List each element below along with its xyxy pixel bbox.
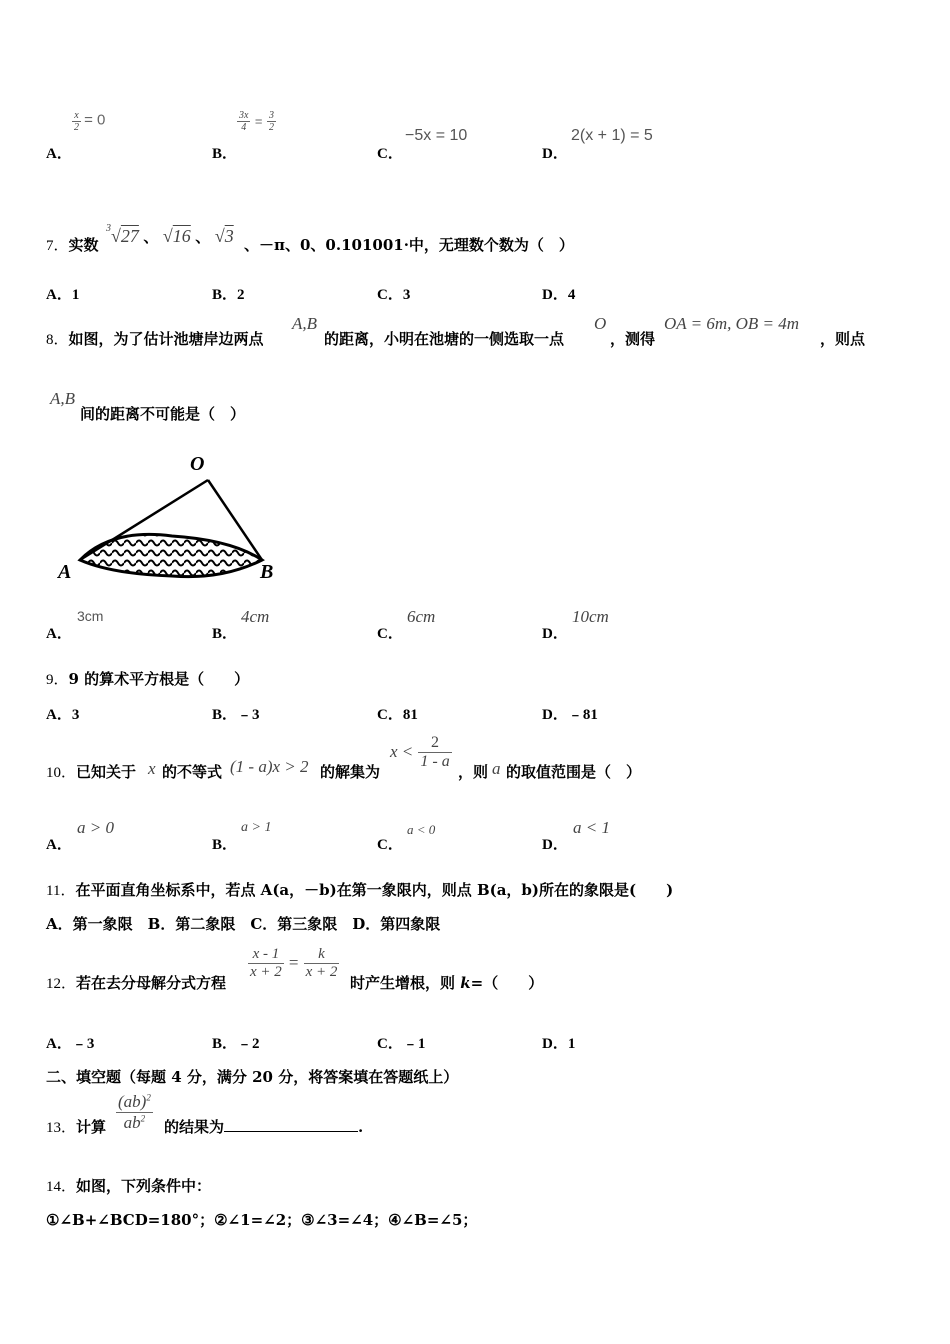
q14-conditions: ①∠B+∠BCD=180°；②∠1=∠2；③∠3=∠4；④∠B=∠5；	[46, 1211, 478, 1229]
q12-option-a: A．﹣3	[46, 1036, 95, 1052]
question-11: 11．在平面直角坐标系中，若点 A(a，－b)在第一象限内，则点 B(a，b)所在的象限是( )	[46, 881, 674, 899]
q8-ab: A,B	[292, 314, 318, 333]
q10-x: x	[148, 759, 156, 778]
question-number: 13．	[46, 1120, 77, 1136]
q9-option-b: B．﹣3	[212, 707, 260, 723]
q7-option-b: B．2	[212, 287, 245, 303]
q10-option-c: C．	[377, 837, 403, 853]
question-7: 7．实数	[46, 236, 99, 254]
q8-o: O	[594, 314, 607, 333]
question-10: 10．已知关于	[46, 763, 137, 781]
question-number: 10．	[46, 765, 77, 781]
label-o: O	[190, 453, 205, 475]
q8-text5: 间的距离不可能是（ ）	[80, 405, 246, 423]
q10-option-b-value: a > 1	[241, 820, 272, 835]
question-number: 7．	[46, 238, 69, 254]
question-number: 9．	[46, 672, 69, 688]
q6-option-c-equation: −5x = 10	[405, 127, 468, 144]
q10-option-a-value: a > 0	[77, 818, 114, 837]
q6-option-b: B．	[212, 146, 238, 162]
q10-option-b: B．	[212, 837, 238, 853]
q8-text2: 的距离，小明在池塘的一侧选取一点	[324, 330, 565, 348]
q12-text2: 时产生增根，则 k=（ ）	[350, 974, 544, 992]
q7-option-d: D．4	[542, 287, 576, 303]
q8-option-d: D．	[542, 626, 568, 642]
q7-option-a: A．1	[46, 287, 80, 303]
q8-option-d-value: 10cm	[572, 607, 609, 626]
q8-option-a-value: 3cm	[77, 608, 104, 624]
q8-option-c-value: 6cm	[407, 607, 436, 626]
q10-inequality: (1 - a)x > 2	[230, 757, 309, 776]
q8-option-b: B．	[212, 626, 238, 642]
q10-option-a: A．	[46, 837, 72, 853]
q9-option-c: C．81	[377, 707, 418, 723]
answer-blank[interactable]	[224, 1117, 358, 1132]
question-8: 8．如图，为了估计池塘岸边两点	[46, 330, 264, 348]
q6-option-b-equation: $\frac{3x}{4}$ = $\frac{3}{2}$	[239, 110, 274, 133]
q7-radicals: $^3$√27 、 √16 、 √3	[106, 223, 234, 246]
q6-option-a-equation: $\frac{x}{2}$ = 0	[74, 110, 106, 133]
q8-text3: ，测得	[610, 330, 656, 348]
q9-option-d: D．﹣81	[542, 707, 598, 723]
q10-solution: x < $\frac{2}{1 - a}$	[390, 734, 450, 770]
q6-option-a: A．	[46, 146, 72, 162]
q12-option-d: D．1	[542, 1036, 576, 1052]
question-14: 14．如图，下列条件中：	[46, 1177, 212, 1195]
question-9: 9．9 的算术平方根是（ ）	[46, 670, 250, 688]
q8-option-c: C．	[377, 626, 403, 642]
q12-equation: $\frac{x - 1}{x + 2}$ = $\frac{k}{x + 2}$	[250, 946, 338, 980]
question-12: 12．若在去分母解分式方程	[46, 974, 227, 992]
q8-measure: OA = 6m, OB = 4m	[664, 314, 800, 333]
q8-ab2: A,B	[50, 389, 76, 408]
q10-text2: 的不等式	[162, 763, 223, 781]
label-b: B	[260, 561, 274, 583]
question-13: 13．计算	[46, 1118, 107, 1136]
q10-text5: 的取值范围是（ ）	[506, 763, 642, 781]
question-number: 14．	[46, 1179, 77, 1195]
q8-option-b-value: 4cm	[241, 607, 270, 626]
q10-text3: 的解集为	[320, 763, 381, 781]
pond-figure	[52, 448, 292, 588]
q7-option-c: C．3	[377, 287, 411, 303]
q11-options: A．第一象限 B．第二象限 C．第三象限 D．第四象限	[46, 915, 441, 933]
q8-option-a: A．	[46, 626, 72, 642]
q10-option-d-value: a < 1	[573, 818, 610, 837]
question-number: 8．	[46, 332, 69, 348]
q6-option-d-equation: 2(x + 1) = 5	[571, 127, 653, 144]
q10-option-c-value: a < 0	[407, 822, 436, 837]
q10-a: a	[492, 759, 501, 778]
q6-option-c: C．	[377, 146, 403, 162]
q12-option-c: C．﹣1	[377, 1036, 426, 1052]
label-a: A	[58, 561, 72, 583]
q8-text4: ，则点	[820, 330, 866, 348]
q10-text4: ，则	[458, 763, 489, 781]
q7-tail: 、－π、0、0.101001·中，无理数个数为（ ）	[244, 236, 574, 254]
q12-option-b: B．﹣2	[212, 1036, 260, 1052]
q13-fraction: $\frac{(ab)^2}{ab^2}$	[118, 1092, 151, 1132]
pond-shape	[80, 534, 262, 576]
question-number: 12．	[46, 976, 77, 992]
question-number: 11．	[46, 883, 76, 899]
q9-option-a: A．3	[46, 707, 80, 723]
q13-text2: 的结果为 .	[164, 1118, 364, 1136]
section-2-title: 二、填空题（每题 4 分，满分 20 分，将答案填在答题纸上）	[46, 1068, 459, 1086]
q10-option-d: D．	[542, 837, 568, 853]
q6-option-d: D．	[542, 146, 568, 162]
